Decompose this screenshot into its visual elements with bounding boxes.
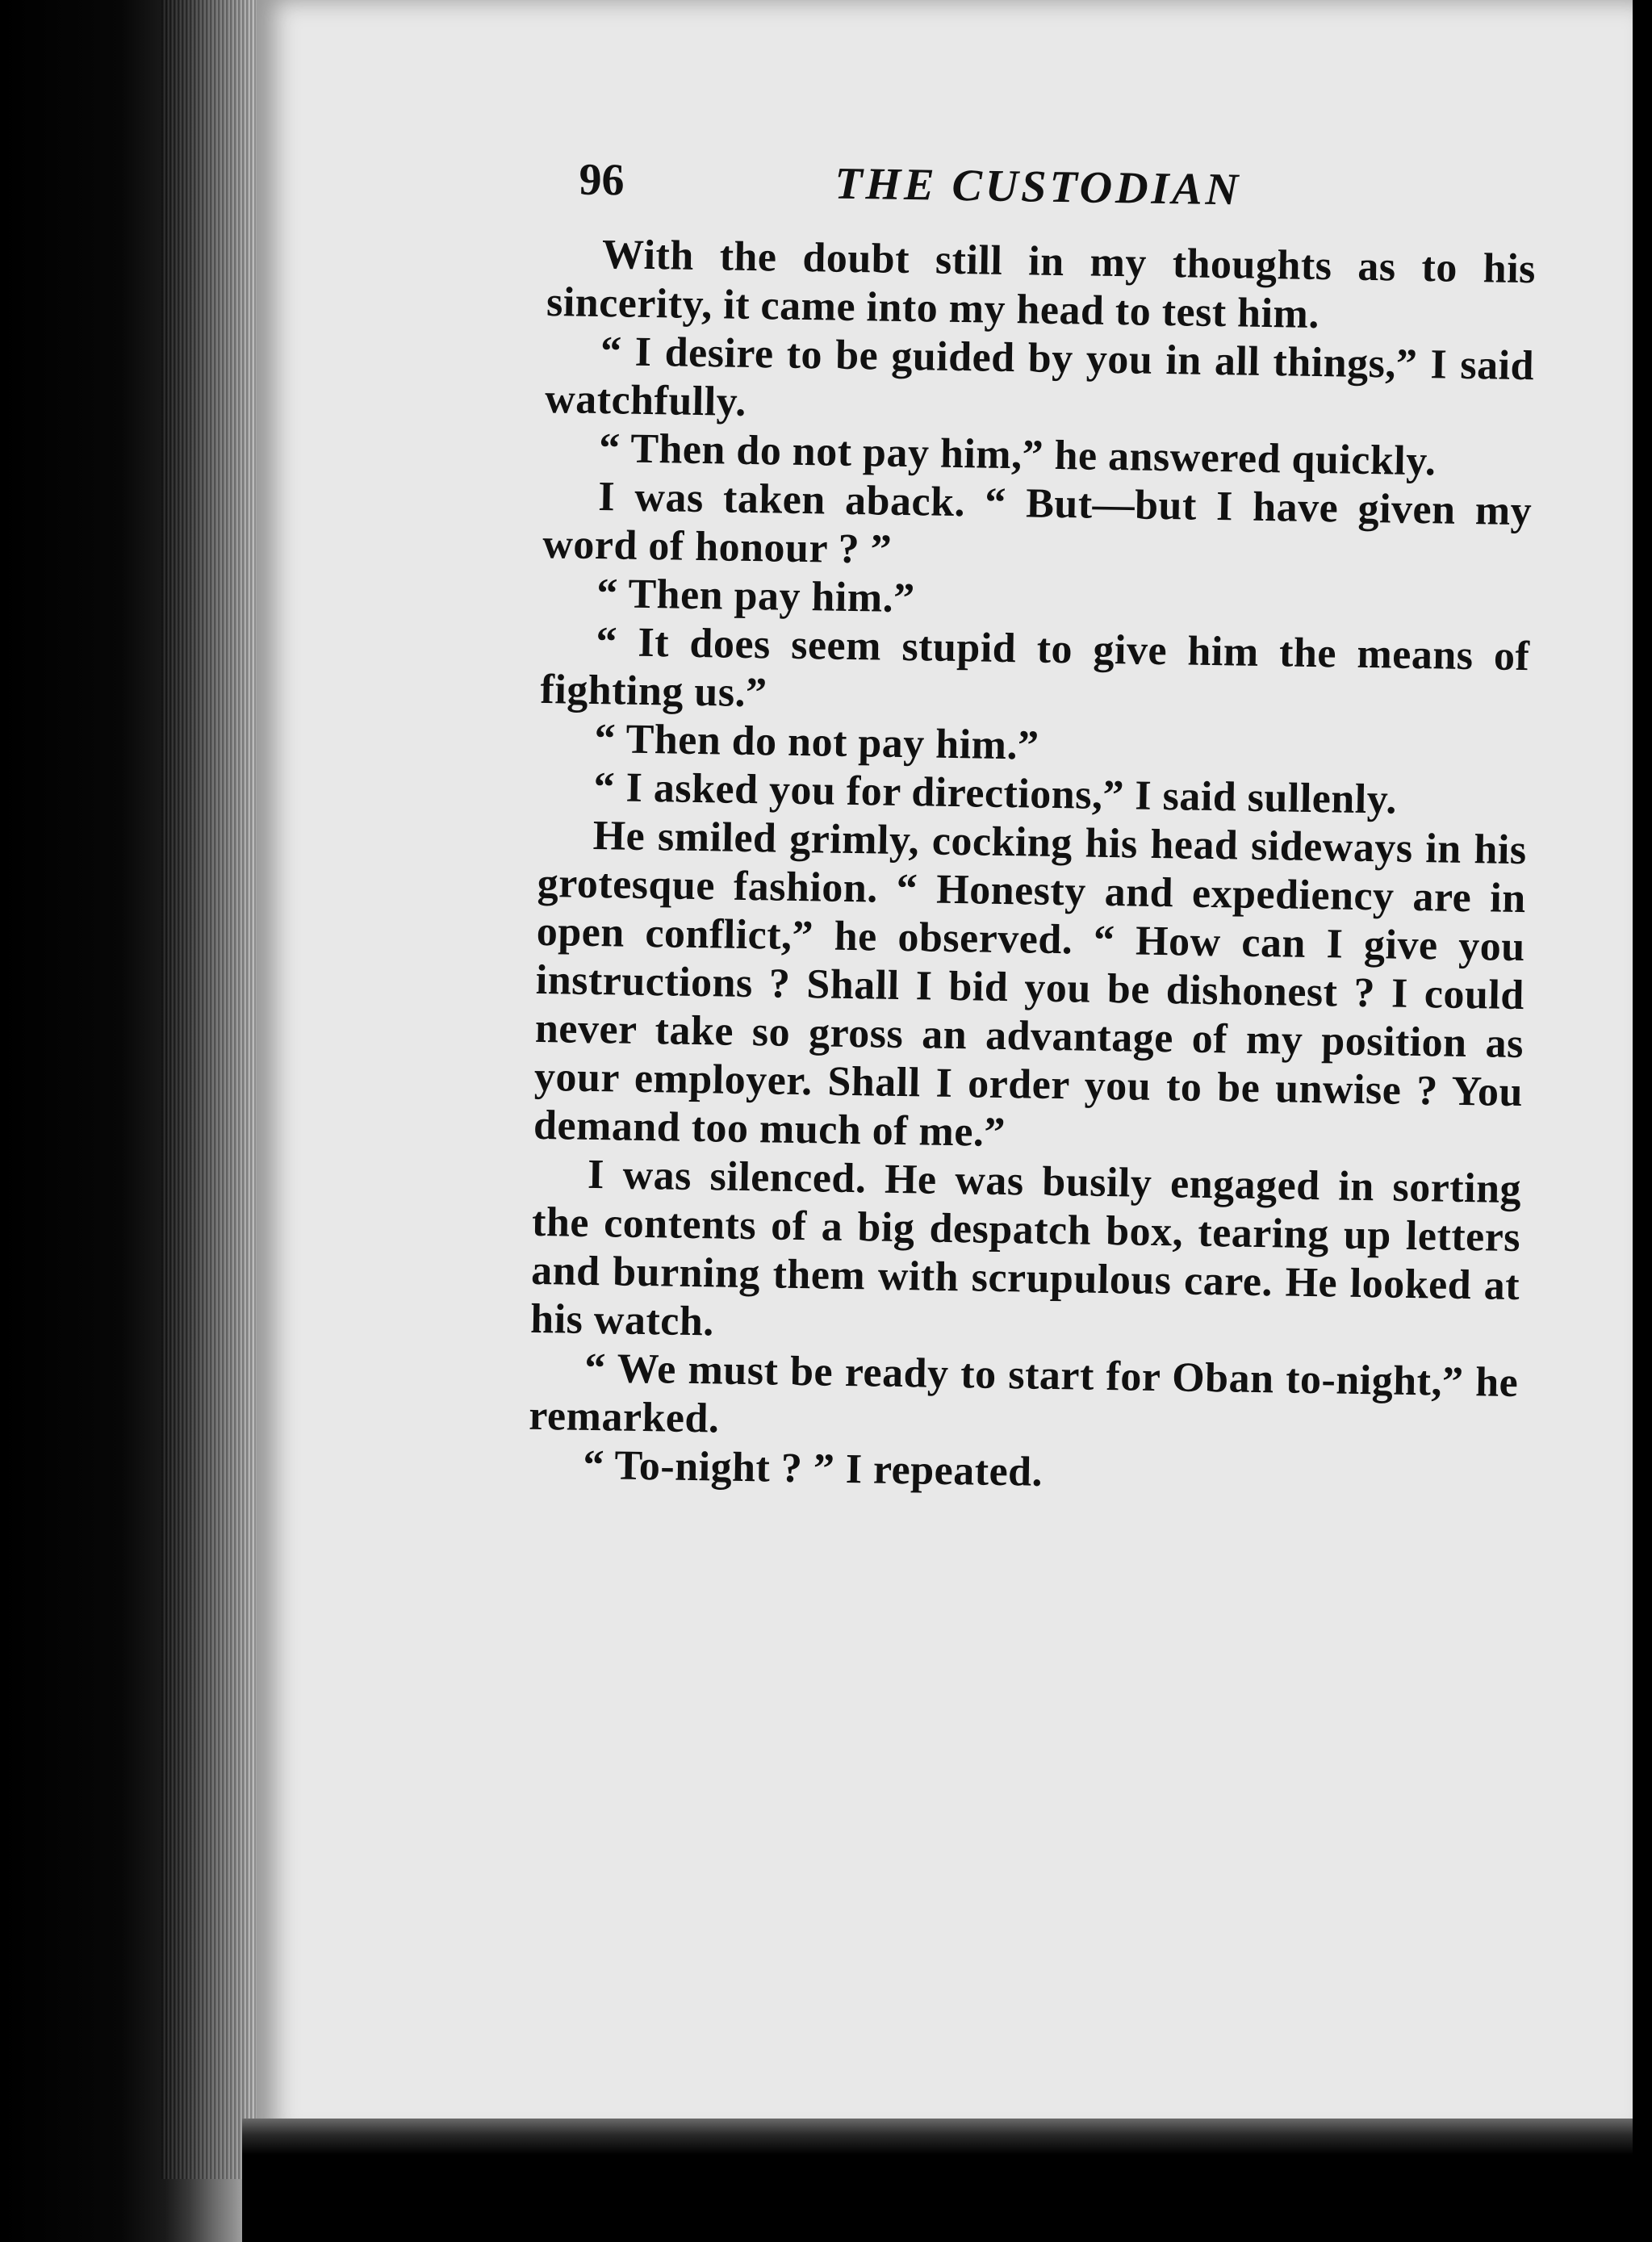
paragraph: “ I asked you for directions,” I said sullenly. [593, 763, 1398, 823]
running-header [548, 153, 1537, 245]
paragraph: With the doubt still in my thoughts as to his sincerity, it came into my head to test him. [546, 232, 1537, 338]
paragraph: “ It does seem stupid to give him the means of fighting us.” [540, 618, 1530, 717]
page-bottom-shadow [242, 2119, 1652, 2242]
running-title: THE CUSTODIAN [834, 158, 1242, 215]
paragraph: “ Then do not pay him,” he answered quickly. [598, 425, 1437, 485]
paragraph: “ To-night ? ” I repeated. [583, 1441, 1043, 1495]
paragraph: He smiled grimly, cocking his head sideways in his grotesque fashion. “ Honesty and expediency are in open conflict,” he observed. “ How can I give you instructions ? Shall I bid you be dishonest ? I could never take so gross an advantage of my position as your employer. Shall I order you to be unwise ? You demand too much of me.” [533, 812, 1528, 1157]
paragraph: “ Then pay him.” [596, 571, 916, 622]
paragraph: “ We must be ready to start for Oban to-night,” he remarked. [528, 1345, 1519, 1442]
paragraph: I was taken aback. “ But—but I have given my word of honour ? ” [542, 474, 1533, 573]
scan-border-right [1633, 0, 1652, 2242]
page-text-block [528, 153, 1537, 1504]
page-number: 96 [579, 154, 625, 206]
page-edges-texture [161, 0, 266, 2179]
paragraph: “ I desire to be guided by you in all things,” I said watchfully. [544, 328, 1535, 425]
paragraph: “ Then do not pay him.” [594, 715, 1039, 769]
paragraph: I was silenced. He was busily engaged in sorting the contents of a big despatch box, tearing up letters and burning them with scrupulous care. He looked at his watch. [529, 1151, 1522, 1345]
